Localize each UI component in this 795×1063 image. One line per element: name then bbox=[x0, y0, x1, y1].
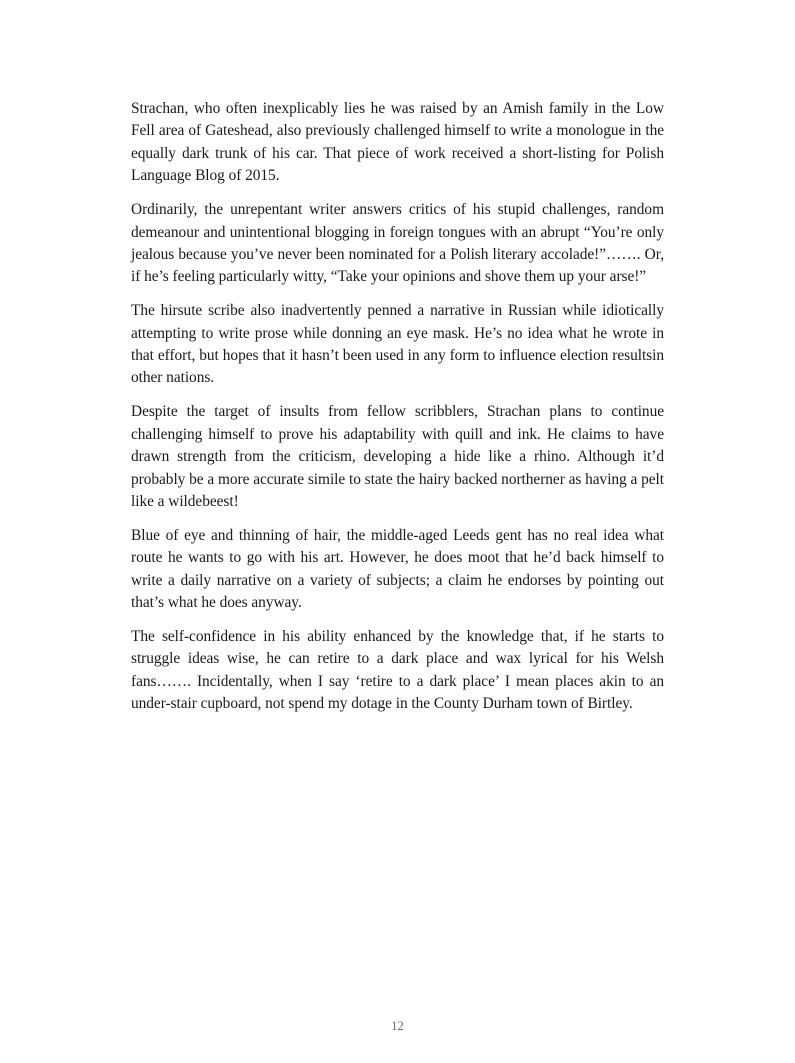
paragraph-4: Despite the target of insults from fellow scribblers, Strachan plans to continue challenging himself to prove his adaptability with quill and ink. He claims to have drawn strength from the criticism, developing a hide like a rhino. Although it’d probably be a more accurate simile to state the hairy backed northerner as having a pelt like a wildebeest! bbox=[131, 403, 664, 510]
paragraph-3: The hirsute scribe also inadvertently penned a narrative in Russian while idiotically attempting to write prose while donning an eye mask. He’s no idea what he wrote in that effort, but hopes that it hasn’t been used in any form to influence election resultsin other nations. bbox=[131, 302, 664, 387]
paragraph-1: Strachan, who often inexplicably lies he was raised by an Amish family in the Low Fell area of Gateshead, also previously challenged himself to write a monologue in the equally dark trunk of his car. That piece of work received a short-listing for Polish Language Blog of 2015. bbox=[131, 100, 664, 185]
paragraph-5: Blue of eye and thinning of hair, the middle-aged Leeds gent has no real idea what route he wants to go with his art. However, he does moot that he’d back himself to write a daily narrative on a variety of subjects; a claim he endorses by pointing out that’s what he does anyway. bbox=[131, 526, 664, 612]
page-number: 12 bbox=[391, 1019, 404, 1033]
paragraph-6: The self-confidence in his ability enhanced by the knowledge that, if he starts to struggle ideas wise, he can retire to a dark place and wax lyrical for his Welsh fans……. Incidentally, when I say ‘retire to a dark place’ I mean places akin to an under-stair cupboard, not spend my dotage in the County Durham town of Birtley. bbox=[131, 628, 664, 713]
body-text bbox=[131, 98, 664, 727]
paragraph-2: Ordinarily, the unrepentant writer answers critics of his stupid challenges, random demeanour and unintentional blogging in foreign tongues with an abrupt “You’re only jealous because you’ve never been nominated for a Polish literary accolade!”……. Or, if he’s feeling particularly witty, “Take your opinions and shove them up your arse!” bbox=[131, 201, 664, 286]
